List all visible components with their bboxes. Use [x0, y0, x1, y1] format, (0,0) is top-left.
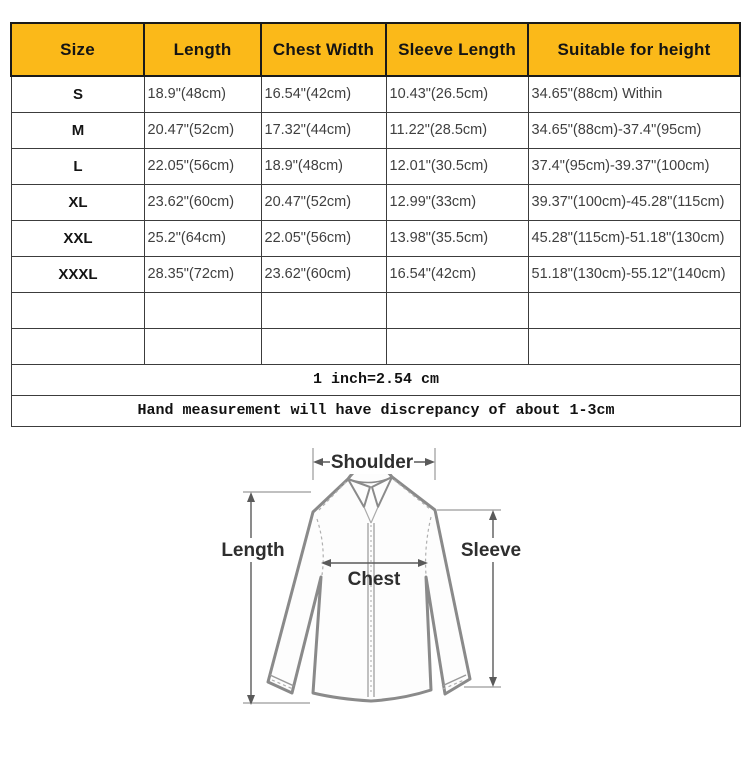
size-chart-table [10, 22, 741, 427]
value-cell: 16.54"(42cm) [386, 256, 528, 292]
size-cell: XXL [11, 220, 144, 256]
size-cell [11, 328, 144, 364]
size-cell: M [11, 112, 144, 148]
value-cell [386, 292, 528, 328]
header-sleeve-length: Sleeve Length [386, 23, 528, 76]
value-cell: 23.62"(60cm) [144, 184, 261, 220]
table-row [11, 328, 740, 364]
value-cell: 22.05"(56cm) [144, 148, 261, 184]
table-row [11, 76, 740, 112]
shirt-diagram-svg [198, 435, 558, 725]
note-hand-measurement: Hand measurement will have discrepancy of about 1-3cm [11, 395, 740, 426]
value-cell: 12.99"(33cm) [386, 184, 528, 220]
table-row [11, 184, 740, 220]
size-cell [11, 292, 144, 328]
value-cell: 11.22"(28.5cm) [386, 112, 528, 148]
size-cell: L [11, 148, 144, 184]
sleeve-label: Sleeve [460, 539, 522, 561]
value-cell: 10.43"(26.5cm) [386, 76, 528, 112]
size-chart-header [11, 23, 740, 76]
table-row [11, 256, 740, 292]
table-row [11, 112, 740, 148]
header-suitable-height: Suitable for height [528, 23, 740, 76]
value-cell [144, 328, 261, 364]
header-chest-width: Chest Width [261, 23, 386, 76]
value-cell: 22.05"(56cm) [261, 220, 386, 256]
value-cell: 12.01"(30.5cm) [386, 148, 528, 184]
value-cell: 39.37"(100cm)-45.28"(115cm) [528, 184, 740, 220]
value-cell: 13.98"(35.5cm) [386, 220, 528, 256]
chest-label: Chest [347, 568, 401, 590]
value-cell [528, 328, 740, 364]
value-cell: 28.35"(72cm) [144, 256, 261, 292]
value-cell: 20.47"(52cm) [144, 112, 261, 148]
value-cell: 25.2"(64cm) [144, 220, 261, 256]
table-row [11, 148, 740, 184]
value-cell: 23.62"(60cm) [261, 256, 386, 292]
value-cell: 45.28"(115cm)-51.18"(130cm) [528, 220, 740, 256]
value-cell [261, 328, 386, 364]
size-cell: XXXL [11, 256, 144, 292]
value-cell [261, 292, 386, 328]
sleeve-arrow [489, 510, 497, 687]
value-cell: 51.18"(130cm)-55.12"(140cm) [528, 256, 740, 292]
value-cell: 34.65"(88cm) Within [528, 76, 740, 112]
table-row [11, 292, 740, 328]
shoulder-label: Shoulder [330, 451, 414, 473]
value-cell: 37.4"(95cm)-39.37"(100cm) [528, 148, 740, 184]
value-cell: 34.65"(88cm)-37.4"(95cm) [528, 112, 740, 148]
value-cell [144, 292, 261, 328]
value-cell: 18.9"(48cm) [261, 148, 386, 184]
value-cell: 17.32"(44cm) [261, 112, 386, 148]
shirt-measurement-diagram [198, 435, 558, 725]
header-length: Length [144, 23, 261, 76]
value-cell: 18.9"(48cm) [144, 76, 261, 112]
table-row [11, 220, 740, 256]
value-cell [386, 328, 528, 364]
header-row [11, 23, 740, 76]
note-inch-conversion: 1 inch=2.54 cm [11, 364, 740, 395]
size-cell: XL [11, 184, 144, 220]
note-row-inch [11, 364, 740, 395]
size-table-notes [11, 364, 740, 426]
length-label: Length [221, 539, 285, 561]
note-row-measurement [11, 395, 740, 426]
value-cell: 20.47"(52cm) [261, 184, 386, 220]
header-size: Size [11, 23, 144, 76]
value-cell: 16.54"(42cm) [261, 76, 386, 112]
value-cell [528, 292, 740, 328]
size-cell: S [11, 76, 144, 112]
length-arrow [247, 492, 255, 705]
size-table-body [11, 76, 740, 364]
